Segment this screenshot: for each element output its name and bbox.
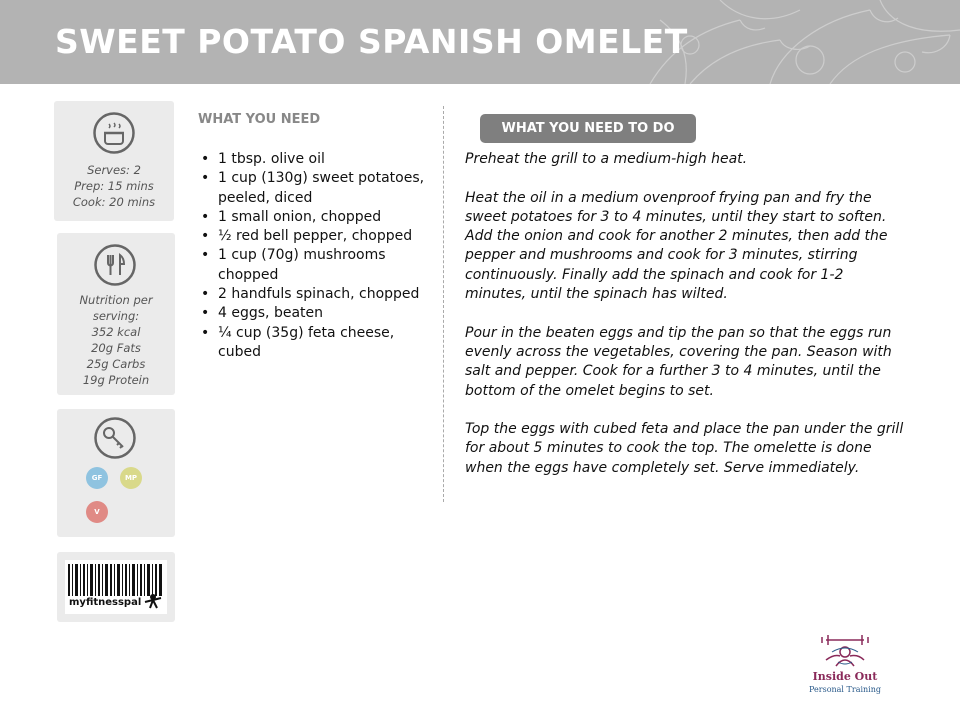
carbs-value: 25g Carbs: [86, 357, 146, 371]
serves-info: [54, 162, 174, 210]
method-steps: [465, 150, 905, 497]
method-step: Preheat the grill to a medium-high heat.: [465, 151, 748, 167]
nutrition-card: [57, 233, 175, 395]
key-icon: [93, 416, 137, 460]
nutrition-label-2: serving:: [92, 309, 140, 323]
nutrition-label: Nutrition per: [79, 293, 153, 307]
gluten-free-tag: GF: [86, 467, 108, 489]
serves-card: [54, 101, 174, 221]
prep-line: Prep: 15 mins: [74, 179, 154, 193]
ingredient-item: • 1 cup (70g) mushrooms chopped: [200, 246, 432, 285]
diet-tags-card: [57, 409, 175, 537]
method-step: Heat the oil in a medium ovenproof frying pan and fry the sweet potatoes for 3 to 4 minutes, until they start to soften. Add the onion and cook for another 2 minutes, then add the pepper and mushrooms and cook for 3 minutes, stirring continuously. Finally add the spinach and cook for 1-2 minutes, until the spinach has wilted.: [465, 189, 888, 303]
dumbbell-logo-icon: [818, 632, 872, 670]
ingredient-item: • ¼ cup (35g) feta cheese, cubed: [200, 324, 432, 363]
myfitnesspal-barcode[interactable]: [65, 560, 167, 614]
fork-knife-icon: [93, 243, 137, 287]
ingredient-item: • 4 eggs, beaten: [200, 304, 432, 323]
page-title: SWEET POTATO SPANISH OMELET: [55, 22, 688, 61]
protein-value: 19g Protein: [82, 373, 150, 387]
ingredients-heading: WHAT YOU NEED: [198, 112, 321, 127]
ingredients-list: [200, 150, 432, 362]
meal-prep-tag: MP: [120, 467, 142, 489]
ingredient-item: • 1 cup (130g) sweet potatoes, peeled, diced: [200, 169, 432, 208]
logo-subtitle: Personal Training: [809, 685, 881, 694]
myfitnesspal-brand: myfitnesspal: [69, 597, 142, 608]
method-step: Top the eggs with cubed feta and place the pan under the grill for about 5 minutes to cook the top. The omelette is done when the eggs have completely set. Serve immediately.: [465, 421, 904, 476]
cook-line: Cook: 20 mins: [72, 195, 156, 209]
nutrition-info: [57, 292, 175, 388]
ingredient-item: • 1 small onion, chopped: [200, 208, 432, 227]
logo-name: Inside Out: [812, 670, 878, 683]
cooking-pot-icon: [92, 111, 136, 155]
barcode-card[interactable]: [57, 552, 175, 622]
inside-out-logo: [800, 630, 890, 700]
kcal-value: 352 kcal: [91, 325, 141, 339]
ingredient-item: • ½ red bell pepper, chopped: [200, 227, 432, 246]
fats-value: 20g Fats: [91, 341, 141, 355]
method-step: Pour in the beaten eggs and tip the pan so that the eggs run evenly across the vegetables, covering the pan. Season with salt and pepper. Cook for a further 3 to 4 minutes, until the bottom of the omelet begins to set.: [465, 324, 892, 399]
ingredient-item: • 1 tbsp. olive oil: [200, 150, 432, 169]
ingredient-item: • 2 handfuls spinach, chopped: [200, 285, 432, 304]
column-divider: [443, 106, 444, 502]
vegetarian-tag: V: [86, 501, 108, 523]
serves-line: Serves: 2: [87, 163, 141, 177]
method-heading: WHAT YOU NEED TO DO: [480, 114, 696, 143]
header-banner: [0, 0, 960, 84]
